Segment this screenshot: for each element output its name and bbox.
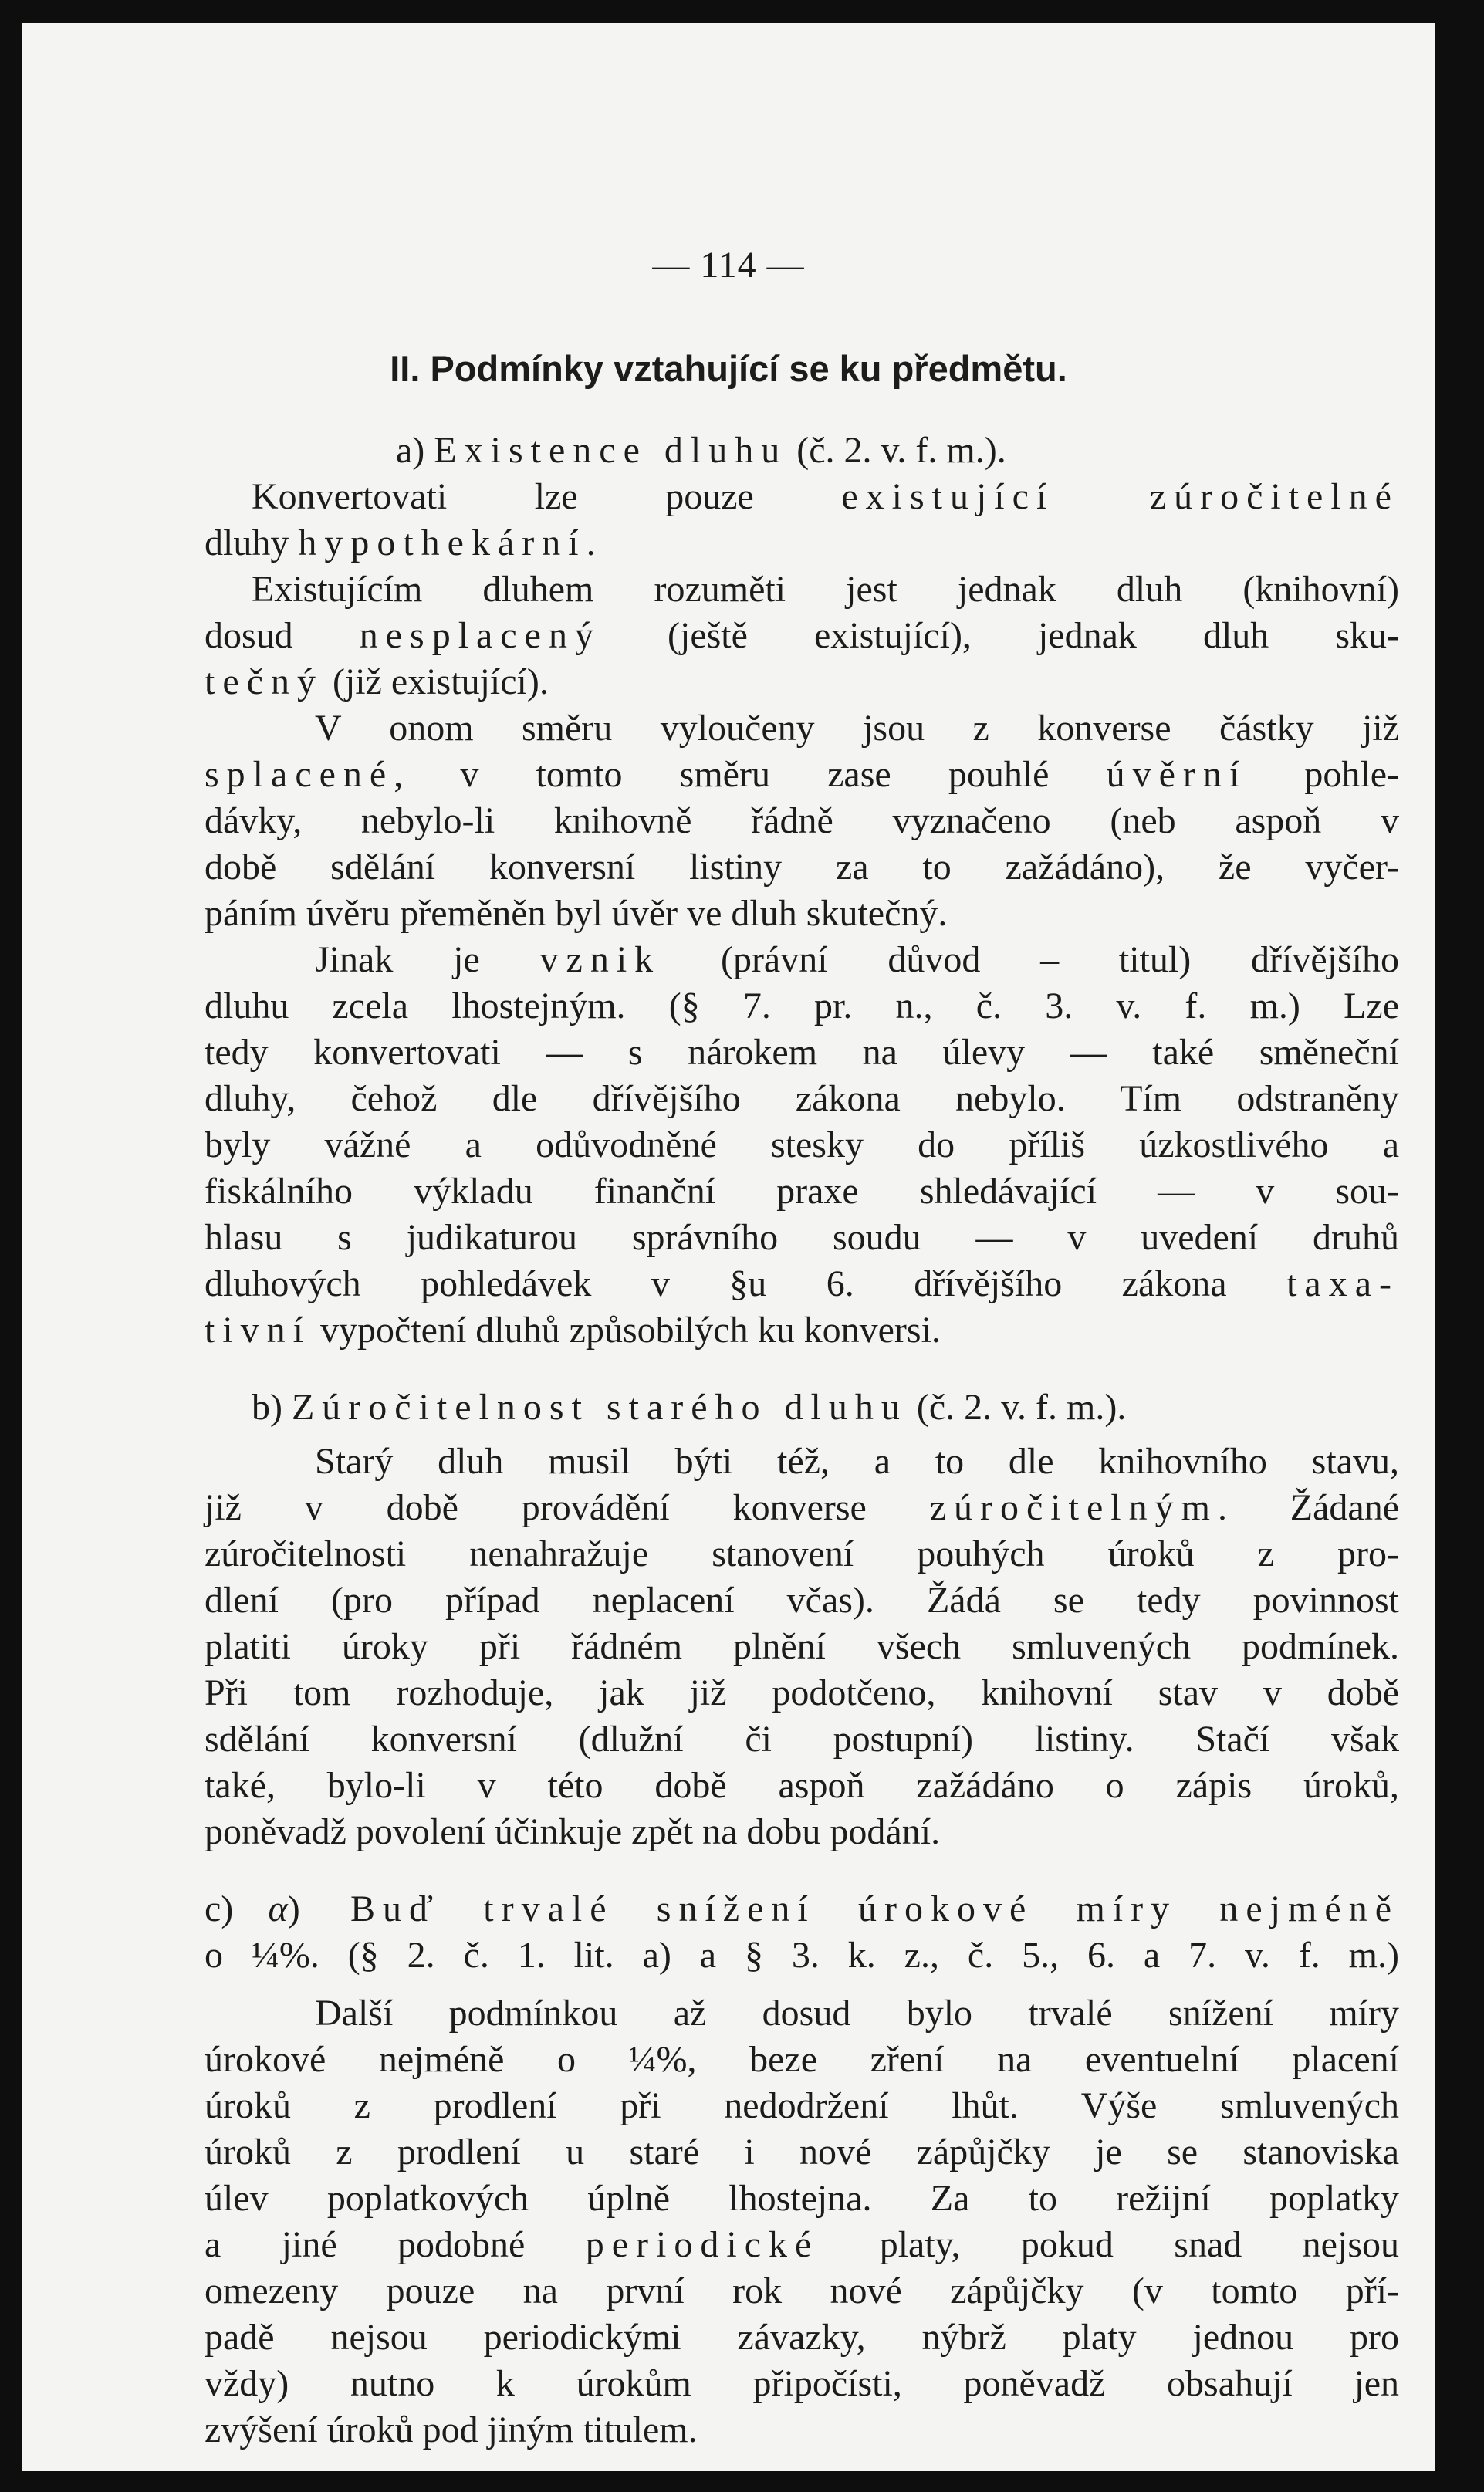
paragraph-6-line-5: úlev poplatkových úplně lhostejna. Za to režijní poplatky bbox=[205, 2178, 1399, 2219]
page-number: — 114 — bbox=[652, 245, 805, 286]
paragraph-2-line-2: dosud nesplacený (ještě existující), jednak dluh sku- bbox=[205, 615, 1399, 656]
subsection-c-title-line-1: c) α) Buď trvalé snížení úrokové míry nejméně bbox=[205, 1888, 1399, 1929]
paragraph-6-line-10: zvýšení úroků pod jiným titulem. bbox=[205, 2409, 698, 2450]
paragraph-4-line-6: fiskálního výkladu finanční praxe shledávající — v sou- bbox=[205, 1171, 1399, 1212]
paragraph-6-line-2: úrokové nejméně o ¼%, beze zření na eventuelní placení bbox=[205, 2039, 1399, 2080]
paragraph-6-line-3: úroků z prodlení při nedodržení lhůt. Výše smluvených bbox=[205, 2085, 1399, 2126]
paragraph-4-line-5: byly vážné a odůvodněné stesky do příliš úzkostlivého a bbox=[205, 1124, 1399, 1165]
paragraph-6-line-8: padě nejsou periodickými závazky, nýbrž platy jednou pro bbox=[205, 2317, 1399, 2358]
paragraph-5-line-4: dlení (pro případ neplacení včas). Žádá se tedy povinnost bbox=[205, 1580, 1399, 1621]
paragraph-2-line-3: tečný (již existující). bbox=[205, 661, 549, 702]
paragraph-5-line-7: sdělání konversní (dlužní či postupní) listiny. Stačí však bbox=[205, 1719, 1399, 1760]
paragraph-4-line-1: Jinak je vznik (právní důvod – titul) dřívějšího bbox=[315, 939, 1399, 980]
paragraph-4-line-4: dluhy, čehož dle dřívějšího zákona nebylo. Tím odstraněny bbox=[205, 1078, 1399, 1119]
paragraph-6-line-1: Další podmínkou až dosud bylo trvalé snížení míry bbox=[315, 1993, 1399, 2034]
paragraph-5-line-2: již v době provádění konverse zúročitelným. Žádané bbox=[205, 1487, 1400, 1528]
paragraph-6-line-9: vždy) nutno k úrokům připočísti, poněvadž obsahují jen bbox=[205, 2363, 1399, 2404]
paragraph-4-line-7: hlasu s judikaturou správního soudu — v uvedení druhů bbox=[205, 1217, 1399, 1258]
section-heading: II. Podmínky vztahující se ku předmětu. bbox=[390, 348, 1067, 389]
paragraph-3-line-5: páním úvěru přeměněn byl úvěr ve dluh skutečný. bbox=[205, 893, 948, 934]
paragraph-6-line-4: úroků z prodlení u staré i nové zápůjčky je se stanoviska bbox=[205, 2132, 1399, 2172]
paragraph-6-line-6: a jiné podobné periodické platy, pokud snad nejsou bbox=[205, 2224, 1399, 2265]
paragraph-6-line-7: omezeny pouze na první rok nové zápůjčky (v tomto pří- bbox=[205, 2271, 1399, 2311]
paragraph-5-line-8: také, bylo-li v této době aspoň zažádáno o zápis úroků, bbox=[205, 1765, 1399, 1806]
paragraph-5-line-9: poněvadž povolení účinkuje zpět na dobu podání. bbox=[205, 1811, 941, 1852]
subsection-a-title: a) Existence dluhu (č. 2. v. f. m.). bbox=[396, 430, 1006, 471]
paragraph-5-line-5: platiti úroky při řádném plnění všech smluvených podmínek. bbox=[205, 1626, 1399, 1667]
paragraph-1-line-2: dluhy hypothekární. bbox=[205, 522, 603, 563]
subsection-b-title: b) Zúročitelnost starého dluhu (č. 2. v. f. m.). bbox=[252, 1387, 1127, 1428]
paragraph-4-line-2: dluhu zcela lhostejným. (§ 7. pr. n., č. 3. v. f. m.) Lze bbox=[205, 986, 1399, 1026]
paragraph-5-line-3: zúročitelnosti nenahražuje stanovení pouhých úroků z pro- bbox=[205, 1533, 1399, 1574]
paragraph-2-line-1: Existujícím dluhem rozuměti jest jednak dluh (knihovní) bbox=[252, 569, 1399, 610]
paragraph-3-line-1: V onom směru vyloučeny jsou z konverse částky již bbox=[315, 708, 1399, 749]
paragraph-4-line-3: tedy konvertovati — s nárokem na úlevy — také směneční bbox=[205, 1032, 1399, 1073]
paragraph-3-line-2: splacené, v tomto směru zase pouhlé úvěrní pohle- bbox=[205, 754, 1400, 795]
paragraph-4-line-9: tivní vypočtení dluhů způsobilých ku konversi. bbox=[205, 1310, 941, 1351]
book-page bbox=[22, 23, 1435, 2471]
paragraph-3-line-4: době sdělání konversní listiny za to zažádáno), že vyčer- bbox=[205, 847, 1399, 888]
paragraph-5-line-1: Starý dluh musil býti též, a to dle knihovního stavu, bbox=[315, 1441, 1399, 1482]
paragraph-4-line-8: dluhových pohledávek v §u 6. dřívějšího zákona taxa- bbox=[205, 1263, 1399, 1304]
paragraph-5-line-6: Při tom rozhoduje, jak již podotčeno, knihovní stav v době bbox=[205, 1672, 1399, 1713]
subsection-c-title-line-2: o ¼%. (§ 2. č. 1. lit. a) a § 3. k. z., č. 5., 6. a 7. v. f. m.) bbox=[205, 1935, 1399, 1976]
paragraph-1-line-1: Konvertovati lze pouze existující zúročitelné bbox=[252, 476, 1399, 517]
paragraph-3-line-3: dávky, nebylo-li knihovně řádně vyznačeno (neb aspoň v bbox=[205, 800, 1399, 841]
